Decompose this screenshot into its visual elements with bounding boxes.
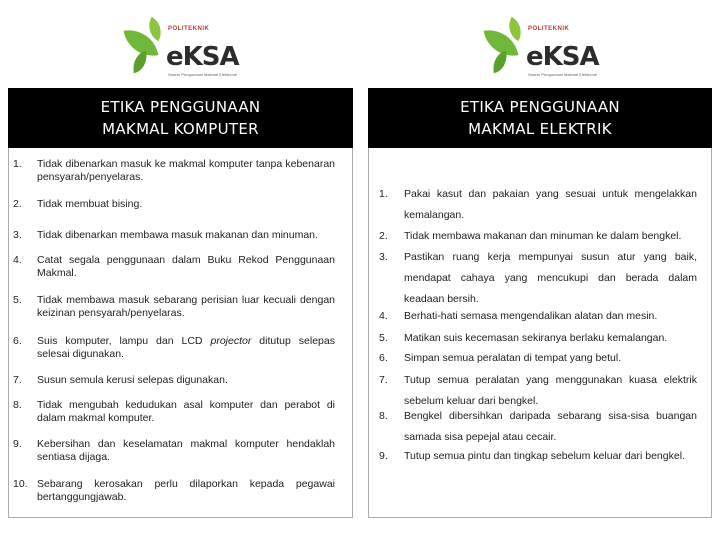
list-item	[379, 406, 697, 448]
item-number: 7.	[379, 374, 388, 386]
item-text: Bengkel dibersihkan daripada sebarang sisa-sisa buangan samada sisa pepejal atau cecair.	[404, 410, 697, 443]
logo-tagline: Sistem Pengurusan Makmal Elektronik	[168, 72, 237, 77]
electrical-lab-title-bar	[368, 88, 712, 148]
electrical-lab-rules-panel	[368, 148, 712, 518]
item-number: 7.	[13, 374, 22, 386]
item-text: Tidak mengubah kedudukan asal komputer dan perabot di dalam makmal komputer.	[37, 399, 335, 424]
eksa-logo	[124, 18, 244, 80]
item-text: Susun semula kerusi selepas digunakan.	[37, 374, 228, 386]
list-item	[379, 306, 697, 327]
list-item	[379, 184, 697, 226]
computer-lab-title-bar	[8, 88, 353, 148]
list-item	[13, 294, 335, 320]
item-text: Suis komputer, lampu dan LCD projector ditutup selepas selesai digunakan.	[37, 335, 335, 360]
item-text: Tidak membawa masuk sebarang perisian luar kecuali dengan keizinan pensyarah/penyelaras.	[37, 294, 335, 319]
page-title	[460, 96, 620, 140]
item-number: 5.	[379, 332, 388, 344]
list-item	[13, 335, 335, 361]
list-item	[13, 478, 335, 504]
item-number: 5.	[13, 294, 22, 306]
list-item	[379, 446, 697, 467]
list-item	[13, 399, 335, 425]
item-number: 8.	[13, 399, 22, 411]
item-number: 4.	[13, 254, 22, 266]
list-item	[13, 158, 335, 184]
logo-brand: POLITEKNIK	[528, 26, 570, 32]
page-title	[101, 96, 261, 140]
list-item	[379, 328, 697, 349]
list-item	[379, 247, 697, 310]
item-text: Tidak dibenarkan masuk ke makmal komputer tanpa kebenaran pensyarah/penyelaras.	[37, 158, 335, 183]
item-number: 1.	[13, 158, 22, 170]
item-number: 1.	[379, 188, 388, 200]
logo-brand: POLITEKNIK	[168, 26, 210, 32]
list-item	[13, 438, 335, 464]
item-text: Matikan suis kecemasan sekiranya berlaku kemalangan.	[404, 332, 668, 344]
item-text: Pakai kasut dan pakaian yang sesuai untuk mengelakkan kemalangan.	[404, 188, 697, 221]
item-number: 6.	[13, 335, 22, 347]
title-line: MAKMAL KOMPUTER	[102, 120, 259, 138]
item-text: Tidak membuat bising.	[37, 198, 143, 210]
list-item	[13, 374, 335, 387]
item-text: Simpan semua peralatan di tempat yang betul.	[404, 352, 622, 364]
item-text: Pastikan ruang kerja mempunyai susun atur yang baik, mendapat cahaya yang mencukupi dan berada dalam keadaan bersih.	[404, 251, 697, 305]
title-line: MAKMAL ELEKTRIK	[468, 120, 612, 138]
item-number: 3.	[13, 229, 22, 241]
title-line: ETIKA PENGGUNAAN	[460, 98, 620, 116]
item-text: Tidak membawa makanan dan minuman ke dalam bengkel.	[404, 230, 682, 242]
item-number: 3.	[379, 251, 388, 263]
item-number: 6.	[379, 352, 388, 364]
item-number: 2.	[379, 230, 388, 242]
eksa-logo	[484, 18, 604, 80]
logo-name: eKSA	[526, 42, 599, 72]
title-line: ETIKA PENGGUNAAN	[100, 98, 261, 116]
computer-lab-rules-panel	[8, 148, 353, 518]
item-number: 10.	[13, 478, 28, 490]
list-item	[13, 254, 335, 280]
item-text: Sebarang kerosakan perlu dilaporkan kepada pegawai bertanggungjawab.	[37, 478, 335, 503]
item-text: Tutup semua pintu dan tingkap sebelum keluar dari bengkel.	[404, 450, 685, 462]
item-number: 4.	[379, 310, 388, 322]
list-item	[13, 198, 335, 211]
item-number: 2.	[13, 198, 22, 210]
item-text: Kebersihan dan keselamatan makmal komputer hendaklah sentiasa dijaga.	[37, 438, 335, 463]
item-number: 9.	[379, 450, 388, 462]
item-text: Tutup semua peralatan yang menggunakan kuasa elektrik sebelum keluar dari bengkel.	[404, 374, 697, 407]
list-item	[379, 226, 697, 247]
logo-tagline: Sistem Pengurusan Makmal Elektronik	[528, 72, 597, 77]
item-number: 8.	[379, 410, 388, 422]
item-text: Berhati-hati semasa mengendalikan alatan dan mesin.	[404, 310, 658, 322]
item-text: Catat segala penggunaan dalam Buku Rekod Penggunaan Makmal.	[37, 254, 335, 279]
logo-name: eKSA	[166, 42, 239, 72]
item-text: Tidak dibenarkan membawa masuk makanan dan minuman.	[37, 229, 318, 241]
list-item	[13, 229, 335, 242]
list-item	[379, 348, 697, 369]
item-number: 9.	[13, 438, 22, 450]
